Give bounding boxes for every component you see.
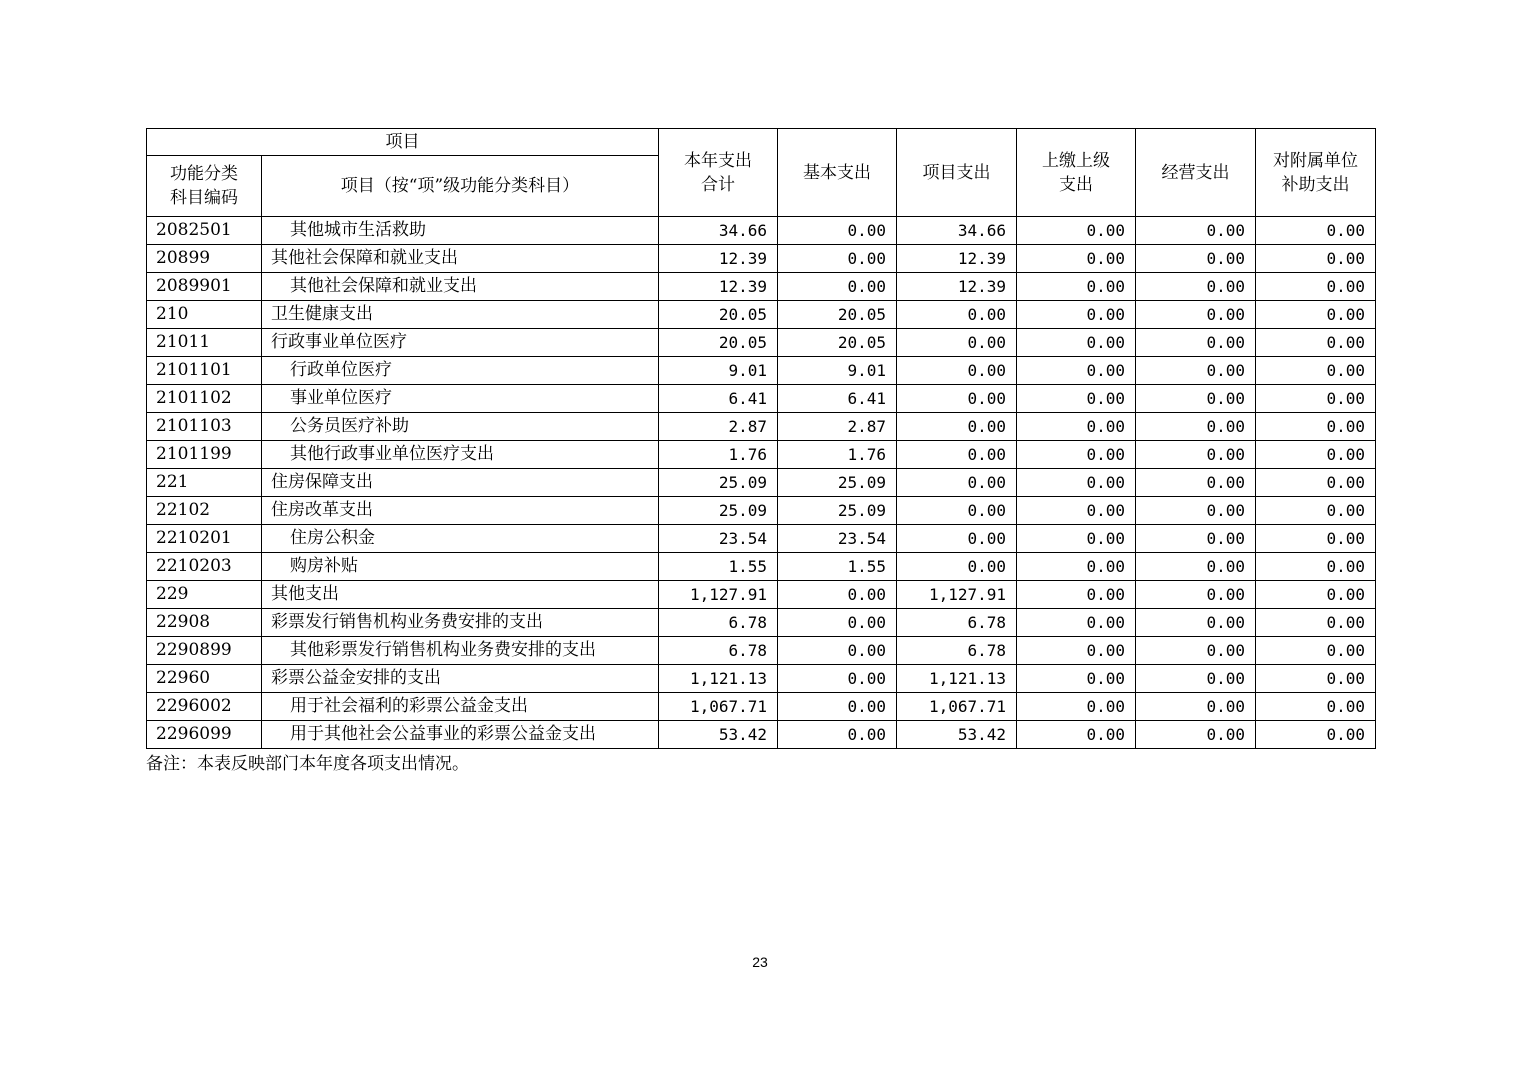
header-total: 本年支出合计 <box>659 129 778 217</box>
cell-code: 2101199 <box>147 441 262 469</box>
table-row <box>147 497 1376 525</box>
cell-business: 0.00 <box>1136 525 1256 553</box>
cell-total: 6.41 <box>659 385 778 413</box>
table-header <box>147 129 1376 217</box>
cell-subsidy: 0.00 <box>1256 609 1376 637</box>
cell-business: 0.00 <box>1136 469 1256 497</box>
cell-business: 0.00 <box>1136 721 1256 749</box>
table-row <box>147 553 1376 581</box>
cell-upper: 0.00 <box>1017 497 1136 525</box>
table-row <box>147 637 1376 665</box>
cell-business: 0.00 <box>1136 357 1256 385</box>
cell-business: 0.00 <box>1136 665 1256 693</box>
cell-name: 行政事业单位医疗 <box>262 329 659 357</box>
cell-upper: 0.00 <box>1017 581 1136 609</box>
cell-business: 0.00 <box>1136 217 1256 245</box>
cell-business: 0.00 <box>1136 497 1256 525</box>
cell-name: 公务员医疗补助 <box>262 413 659 441</box>
table-row <box>147 217 1376 245</box>
cell-basic: 2.87 <box>778 413 897 441</box>
cell-total: 53.42 <box>659 721 778 749</box>
cell-code: 210 <box>147 301 262 329</box>
cell-project: 12.39 <box>897 245 1017 273</box>
cell-project: 0.00 <box>897 385 1017 413</box>
cell-upper: 0.00 <box>1017 301 1136 329</box>
cell-upper: 0.00 <box>1017 637 1136 665</box>
cell-code: 229 <box>147 581 262 609</box>
cell-total: 1.55 <box>659 553 778 581</box>
cell-project: 0.00 <box>897 525 1017 553</box>
cell-code: 221 <box>147 469 262 497</box>
cell-total: 6.78 <box>659 637 778 665</box>
header-upper: 上缴上级支出 <box>1017 129 1136 217</box>
table-row <box>147 441 1376 469</box>
cell-basic: 0.00 <box>778 581 897 609</box>
cell-subsidy: 0.00 <box>1256 721 1376 749</box>
expenditure-table-container <box>146 128 1375 749</box>
cell-business: 0.00 <box>1136 273 1256 301</box>
cell-code: 2082501 <box>147 217 262 245</box>
cell-upper: 0.00 <box>1017 441 1136 469</box>
cell-total: 34.66 <box>659 217 778 245</box>
cell-project: 1,067.71 <box>897 693 1017 721</box>
cell-subsidy: 0.00 <box>1256 441 1376 469</box>
cell-subsidy: 0.00 <box>1256 581 1376 609</box>
cell-basic: 25.09 <box>778 497 897 525</box>
cell-total: 9.01 <box>659 357 778 385</box>
cell-basic: 6.41 <box>778 385 897 413</box>
cell-project: 1,121.13 <box>897 665 1017 693</box>
cell-basic: 20.05 <box>778 301 897 329</box>
cell-basic: 0.00 <box>778 721 897 749</box>
table-row <box>147 609 1376 637</box>
cell-code: 2101101 <box>147 357 262 385</box>
cell-code: 22908 <box>147 609 262 637</box>
cell-business: 0.00 <box>1136 581 1256 609</box>
cell-name: 其他社会保障和就业支出 <box>262 273 659 301</box>
cell-project: 0.00 <box>897 469 1017 497</box>
cell-upper: 0.00 <box>1017 693 1136 721</box>
cell-business: 0.00 <box>1136 609 1256 637</box>
cell-project: 0.00 <box>897 497 1017 525</box>
table-row <box>147 273 1376 301</box>
cell-subsidy: 0.00 <box>1256 497 1376 525</box>
cell-upper: 0.00 <box>1017 469 1136 497</box>
cell-project: 1,127.91 <box>897 581 1017 609</box>
table-row <box>147 385 1376 413</box>
header-code: 功能分类科目编码 <box>147 156 262 217</box>
table-row <box>147 245 1376 273</box>
cell-subsidy: 0.00 <box>1256 245 1376 273</box>
table-row <box>147 413 1376 441</box>
cell-business: 0.00 <box>1136 413 1256 441</box>
cell-total: 23.54 <box>659 525 778 553</box>
cell-total: 6.78 <box>659 609 778 637</box>
cell-name: 卫生健康支出 <box>262 301 659 329</box>
cell-name: 购房补贴 <box>262 553 659 581</box>
table-row <box>147 469 1376 497</box>
cell-total: 25.09 <box>659 497 778 525</box>
cell-subsidy: 0.00 <box>1256 665 1376 693</box>
cell-basic: 25.09 <box>778 469 897 497</box>
cell-upper: 0.00 <box>1017 217 1136 245</box>
cell-upper: 0.00 <box>1017 609 1136 637</box>
cell-name: 住房保障支出 <box>262 469 659 497</box>
cell-code: 2210201 <box>147 525 262 553</box>
cell-code: 2296002 <box>147 693 262 721</box>
table-note: 备注：本表反映部门本年度各项支出情况。 <box>146 754 469 774</box>
cell-upper: 0.00 <box>1017 553 1136 581</box>
cell-project: 12.39 <box>897 273 1017 301</box>
cell-name: 事业单位医疗 <box>262 385 659 413</box>
cell-upper: 0.00 <box>1017 721 1136 749</box>
cell-total: 2.87 <box>659 413 778 441</box>
cell-basic: 0.00 <box>778 273 897 301</box>
header-project: 项目支出 <box>897 129 1017 217</box>
cell-name: 其他城市生活救助 <box>262 217 659 245</box>
cell-name: 其他行政事业单位医疗支出 <box>262 441 659 469</box>
cell-name: 住房公积金 <box>262 525 659 553</box>
cell-name: 彩票发行销售机构业务费安排的支出 <box>262 609 659 637</box>
cell-business: 0.00 <box>1136 441 1256 469</box>
cell-subsidy: 0.00 <box>1256 693 1376 721</box>
cell-basic: 0.00 <box>778 637 897 665</box>
cell-project: 0.00 <box>897 329 1017 357</box>
table-row <box>147 301 1376 329</box>
cell-business: 0.00 <box>1136 301 1256 329</box>
cell-code: 2210203 <box>147 553 262 581</box>
cell-basic: 0.00 <box>778 609 897 637</box>
cell-subsidy: 0.00 <box>1256 525 1376 553</box>
cell-upper: 0.00 <box>1017 357 1136 385</box>
cell-code: 2101102 <box>147 385 262 413</box>
cell-total: 20.05 <box>659 329 778 357</box>
cell-project: 0.00 <box>897 553 1017 581</box>
table-row <box>147 525 1376 553</box>
cell-upper: 0.00 <box>1017 665 1136 693</box>
cell-subsidy: 0.00 <box>1256 217 1376 245</box>
table-body <box>147 217 1376 749</box>
table-row <box>147 357 1376 385</box>
cell-upper: 0.00 <box>1017 385 1136 413</box>
cell-project: 53.42 <box>897 721 1017 749</box>
table-row <box>147 329 1376 357</box>
cell-project: 0.00 <box>897 413 1017 441</box>
header-project-group: 项目 <box>147 129 659 156</box>
cell-project: 6.78 <box>897 637 1017 665</box>
cell-subsidy: 0.00 <box>1256 273 1376 301</box>
cell-business: 0.00 <box>1136 693 1256 721</box>
cell-business: 0.00 <box>1136 637 1256 665</box>
cell-business: 0.00 <box>1136 553 1256 581</box>
cell-total: 1,127.91 <box>659 581 778 609</box>
table-row <box>147 665 1376 693</box>
expenditure-table <box>146 128 1376 749</box>
cell-code: 22102 <box>147 497 262 525</box>
cell-total: 1.76 <box>659 441 778 469</box>
cell-name: 其他支出 <box>262 581 659 609</box>
page-number: 23 <box>752 954 768 970</box>
cell-basic: 1.76 <box>778 441 897 469</box>
cell-basic: 0.00 <box>778 245 897 273</box>
cell-project: 34.66 <box>897 217 1017 245</box>
cell-name: 住房改革支出 <box>262 497 659 525</box>
cell-name: 行政单位医疗 <box>262 357 659 385</box>
cell-name: 其他社会保障和就业支出 <box>262 245 659 273</box>
cell-subsidy: 0.00 <box>1256 469 1376 497</box>
cell-total: 1,067.71 <box>659 693 778 721</box>
table-row <box>147 693 1376 721</box>
cell-subsidy: 0.00 <box>1256 357 1376 385</box>
cell-subsidy: 0.00 <box>1256 413 1376 441</box>
header-subsidy: 对附属单位补助支出 <box>1256 129 1376 217</box>
cell-total: 12.39 <box>659 245 778 273</box>
cell-business: 0.00 <box>1136 245 1256 273</box>
cell-code: 2101103 <box>147 413 262 441</box>
table-row <box>147 721 1376 749</box>
cell-code: 2290899 <box>147 637 262 665</box>
cell-upper: 0.00 <box>1017 413 1136 441</box>
cell-name: 用于社会福利的彩票公益金支出 <box>262 693 659 721</box>
cell-name: 其他彩票发行销售机构业务费安排的支出 <box>262 637 659 665</box>
header-business: 经营支出 <box>1136 129 1256 217</box>
cell-name: 用于其他社会公益事业的彩票公益金支出 <box>262 721 659 749</box>
cell-subsidy: 0.00 <box>1256 329 1376 357</box>
cell-project: 6.78 <box>897 609 1017 637</box>
cell-upper: 0.00 <box>1017 245 1136 273</box>
cell-basic: 1.55 <box>778 553 897 581</box>
cell-code: 22960 <box>147 665 262 693</box>
cell-code: 2089901 <box>147 273 262 301</box>
header-name: 项目（按“项”级功能分类科目） <box>262 156 659 217</box>
cell-total: 20.05 <box>659 301 778 329</box>
cell-basic: 20.05 <box>778 329 897 357</box>
cell-subsidy: 0.00 <box>1256 385 1376 413</box>
cell-project: 0.00 <box>897 301 1017 329</box>
cell-project: 0.00 <box>897 357 1017 385</box>
cell-subsidy: 0.00 <box>1256 301 1376 329</box>
cell-name: 彩票公益金安排的支出 <box>262 665 659 693</box>
cell-basic: 0.00 <box>778 693 897 721</box>
cell-basic: 0.00 <box>778 217 897 245</box>
cell-business: 0.00 <box>1136 385 1256 413</box>
cell-basic: 0.00 <box>778 665 897 693</box>
cell-code: 20899 <box>147 245 262 273</box>
cell-upper: 0.00 <box>1017 525 1136 553</box>
cell-basic: 9.01 <box>778 357 897 385</box>
cell-total: 12.39 <box>659 273 778 301</box>
cell-code: 2296099 <box>147 721 262 749</box>
cell-subsidy: 0.00 <box>1256 553 1376 581</box>
cell-basic: 23.54 <box>778 525 897 553</box>
header-basic: 基本支出 <box>778 129 897 217</box>
cell-upper: 0.00 <box>1017 329 1136 357</box>
cell-business: 0.00 <box>1136 329 1256 357</box>
cell-upper: 0.00 <box>1017 273 1136 301</box>
cell-subsidy: 0.00 <box>1256 637 1376 665</box>
cell-total: 25.09 <box>659 469 778 497</box>
cell-project: 0.00 <box>897 441 1017 469</box>
cell-code: 21011 <box>147 329 262 357</box>
table-row <box>147 581 1376 609</box>
cell-total: 1,121.13 <box>659 665 778 693</box>
